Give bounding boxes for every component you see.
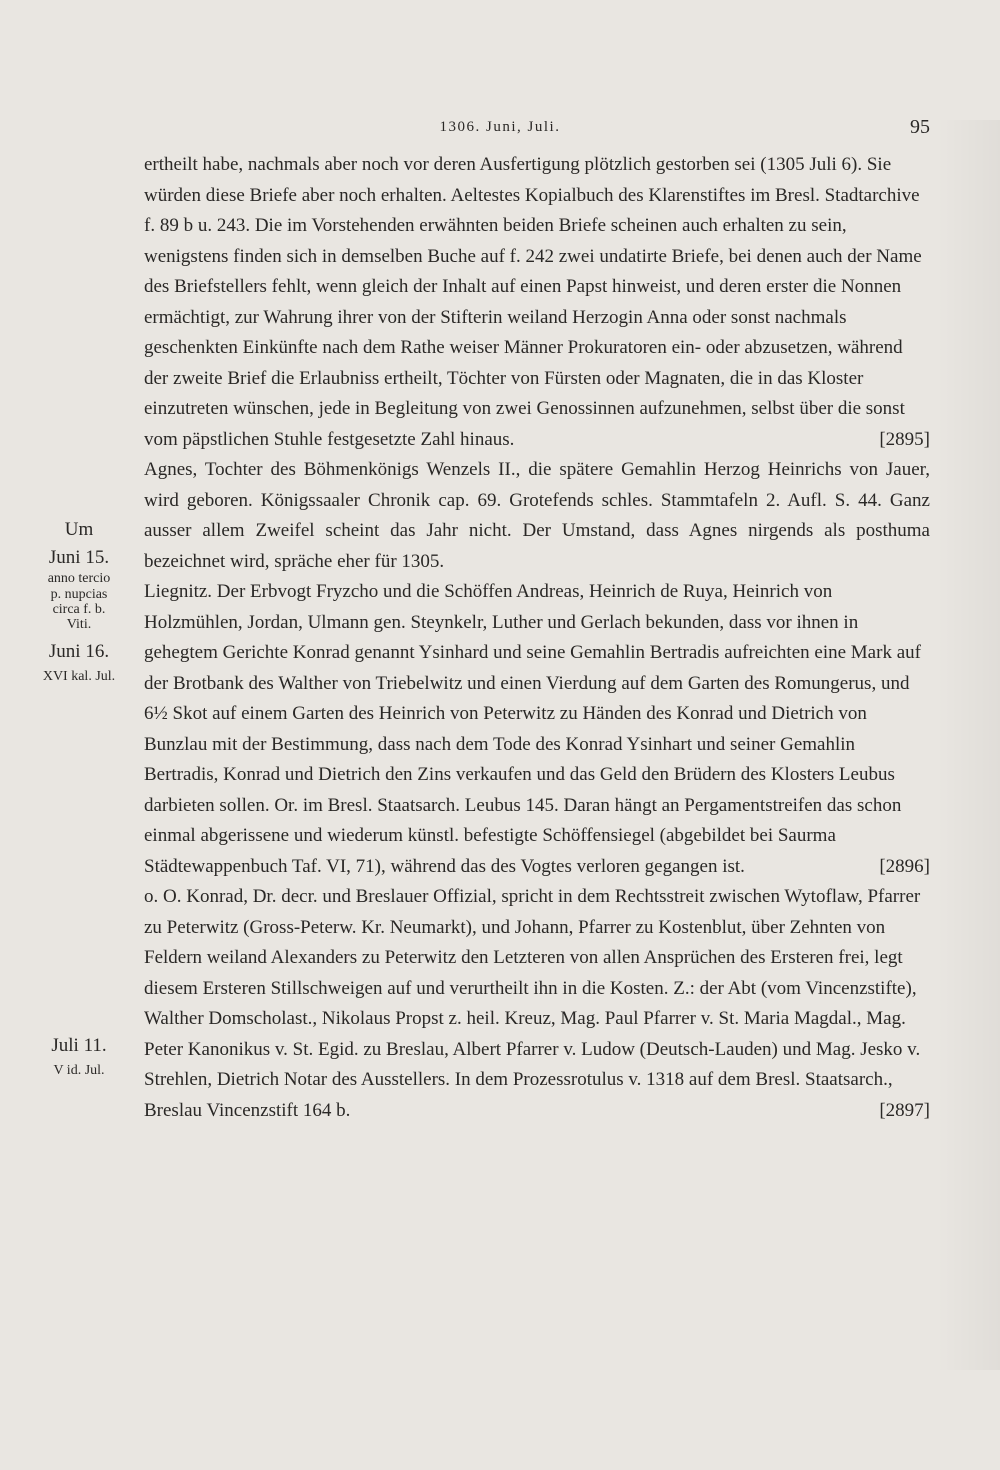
margin-date-note: XVI kal. Jul. [42, 669, 116, 684]
margin-date-note: Juni 15. [48, 547, 110, 568]
entry-number: [2895] [879, 428, 930, 450]
entry-number: [2896] [879, 855, 930, 877]
margin-date-note: Viti. [66, 617, 92, 632]
margin-date-note: V id. Jul. [53, 1063, 105, 1078]
paragraph-text: o. O. Konrad, Dr. decr. und Breslauer Offizial, spricht in dem Rechtsstreit zwischen Wytoflaw, Pfarrer zu Peterwitz (Gross-Peterw. Kr. Neumarkt), und Johann, Pfarrer zu Kostenblut, über Zehnten von Feldern weiland Alexanders zu Peterwitz den Letzteren von allen Ansprüchen des Ersteren frei, legt diesem Ersteren Stillschweigen auf und verurtheilt ihn in die Kosten. Z.: der Abt (vom Vincenzstifte), Walther Domscholast., Nikolaus Propst z. heil. Kreuz, Mag. Paul Pfarrer v. St. Maria Magdal., Mag. Peter Kanonikus v. St. Egid. zu Breslau, Albert Pfarrer v. Ludow (Deutsch-Lauden) und Mag. Jesko v. Strehlen, Dietrich Notar des Ausstellers. In dem Prozessrotulus v. 1318 auf dem Bresl. Staatsarch., Breslau Vincenzstift 164 b. [144, 886, 921, 1121]
paragraph-text: ertheilt habe, nachmals aber noch vor deren Ausfertigung plötzlich gestorben sei (1305 Juli 6). Sie würden diese Briefe aber noch erhalten. Aeltestes Kopialbuch des Klarenstiftes im Bresl. Stadtarchive f. 89 b u. 243. Die im Vorstehenden erwähnten beiden Briefe scheinen auch erhalten zu sein, wenigstens finden sich in demselben Buche auf f. 242 zwei undatirte Briefe, bei denen auch der Name des Briefstellers fehlt, wenn gleich der Inhalt auf einen Papst hinweist, und deren erster die Nonnen ermächtigt, zur Wahrung ihrer von der Stifterin weiland Herzogin Anna oder sonst nachmals geschenkten Einkünfte nach dem Rathe weiser Männer Prokuratoren ein- oder abzusetzen, während der zweite Brief die Erlaubniss ertheilt, Töchter von Fürsten oder Magnaten, die in das Kloster einzutreten wünschen, jede in Begleitung von zwei Genossinnen aufzunehmen, selbst über die sonst vom päpstlichen Stuhle festgesetzte Zahl hinaus. [144, 154, 922, 450]
paragraph-2895 [144, 150, 930, 455]
margin-date-note: p. nupcias [50, 587, 108, 602]
paragraph-2897 [144, 882, 930, 1126]
running-title: 1306. Juni, Juli. [439, 119, 561, 135]
margin-date-note: circa f. b. [52, 602, 106, 617]
paragraph-agnes [144, 455, 930, 577]
margin-date-note: anno tercio [47, 571, 111, 586]
paragraph-2896 [144, 577, 930, 882]
page-number: 95 [910, 116, 930, 138]
paragraph-text: Liegnitz. Der Erbvogt Fryzcho und die Schöffen Andreas, Heinrich de Ruya, Heinrich von Holzmühlen, Jordan, Ulmann gen. Steynkelr, Luther und Gerlach bekunden, dass vor ihnen in gehegtem Gerichte Konrad genannt Ysinhard und seine Gemahlin Bertradis aufreichten eine Mark auf der Brotbank des Walther von Triebelwitz und einen Vierdung auf dem Garten des Romungerus, und 6½ Skot auf einem Garten des Heinrich von Peterwitz zu Händen des Konrad und Dietrich von Bunzlau mit der Bestimmung, dass nach dem Tode des Konrad Ysinhart und seiner Gemahlin Bertradis, Konrad und Dietrich den Zins verkaufen und das Geld den Brüdern des Klosters Leubus darbieten sollen. Or. im Bresl. Staatsarch. Leubus 145. Daran hängt an Pergamentstreifen das schon einmal abgerissene und wiederum künstl. befestigte Schöffensiegel (abgebildet bei Saurma Städtewappenbuch Taf. VI, 71), während das des Vogtes verloren gegangen ist. [144, 581, 921, 877]
body-text [144, 150, 930, 1126]
margin-date-note: Um [64, 519, 94, 540]
margin-date-note: Juli 11. [51, 1035, 107, 1056]
page-edge-shadow [936, 120, 1000, 1370]
margin-date-note: Juni 16. [48, 641, 110, 662]
page-header [0, 116, 1000, 140]
entry-number: [2897] [879, 1099, 930, 1121]
paragraph-text: Agnes, Tochter des Böhmenkönigs Wenzels II., die spätere Gemahlin Herzog Heinrichs von Jauer, wird geboren. Königssaaler Chronik cap. 69. Grotefends schles. Stammtafeln 2. Aufl. S. 44. Ganz ausser allem Zweifel scheint das Jahr nicht. Der Umstand, dass Agnes nirgends als posthuma bezeichnet wird, spräche eher für 1305. [144, 459, 930, 572]
